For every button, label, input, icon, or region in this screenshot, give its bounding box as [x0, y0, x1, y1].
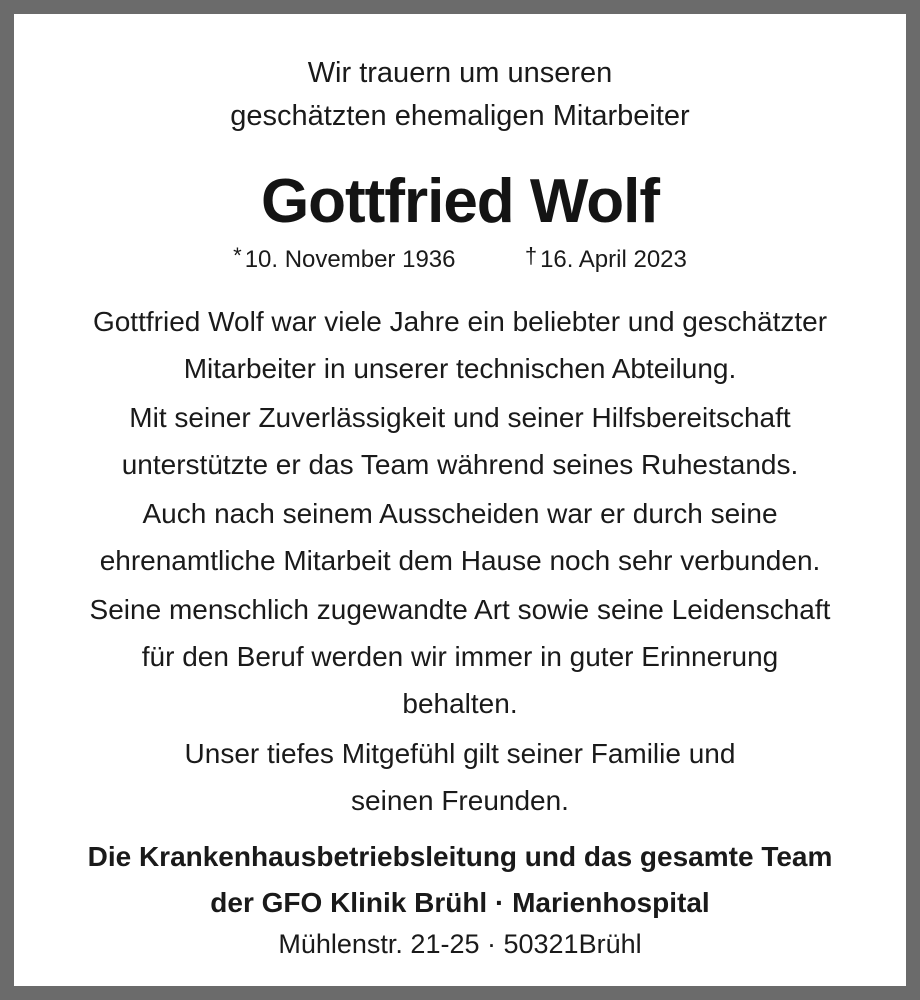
paragraph-line: Auch nach seinem Ausscheiden war er durch seine — [142, 498, 778, 529]
death-date: 16. April 2023 — [540, 246, 687, 273]
birth-date: 10. November 1936 — [244, 246, 456, 273]
life-dates — [14, 238, 906, 278]
signature-block — [14, 834, 906, 926]
death-date-group — [525, 238, 687, 278]
signature-line: der GFO Klinik Brühl · Marienhospital — [210, 887, 710, 918]
signature-line: Die Krankenhausbetriebsleitung und das gesamte Team — [87, 841, 833, 872]
intro-line: geschätzten ehemaligen Mitarbeiter — [230, 100, 690, 132]
paragraph-line: für den Beruf werden wir immer in guter Erinnerung — [141, 641, 779, 672]
intro-line: Wir trauern um unseren — [307, 57, 613, 89]
paragraph-line: seinen Freunden. — [351, 785, 569, 816]
birth-date-group — [233, 238, 455, 278]
paragraph-line: Unser tiefes Mitgefühl gilt seiner Familie und — [184, 738, 736, 769]
obituary-notice — [14, 14, 906, 986]
tribute-paragraph — [14, 490, 906, 584]
address: Mühlenstr. 21-25 · 50321Brühl — [278, 929, 642, 959]
birth-symbol: * — [233, 243, 242, 268]
tribute-paragraph — [14, 586, 906, 727]
tribute-paragraph — [14, 394, 906, 488]
intro-text — [14, 52, 906, 138]
paragraph-line: ehrenamtliche Mitarbeit dem Hause noch sehr verbunden. — [99, 545, 821, 576]
death-symbol: † — [524, 243, 538, 268]
tribute-paragraph — [14, 298, 906, 392]
paragraph-line: Mitarbeiter in unserer technischen Abteilung. — [183, 353, 737, 384]
deceased-name: Gottfried Wolf — [260, 167, 660, 236]
paragraph-line: Seine menschlich zugewandte Art sowie seine Leidenschaft — [89, 594, 831, 625]
paragraph-line: unterstützte er das Team während seines Ruhestands. — [121, 449, 799, 480]
paragraph-line: Gottfried Wolf war viele Jahre ein beliebter und geschätzter — [92, 306, 828, 337]
paragraph-line: behalten. — [402, 688, 518, 719]
paragraph-line: Mit seiner Zuverlässigkeit und seiner Hilfsbereitschaft — [129, 402, 791, 433]
condolence-paragraph — [14, 730, 906, 824]
